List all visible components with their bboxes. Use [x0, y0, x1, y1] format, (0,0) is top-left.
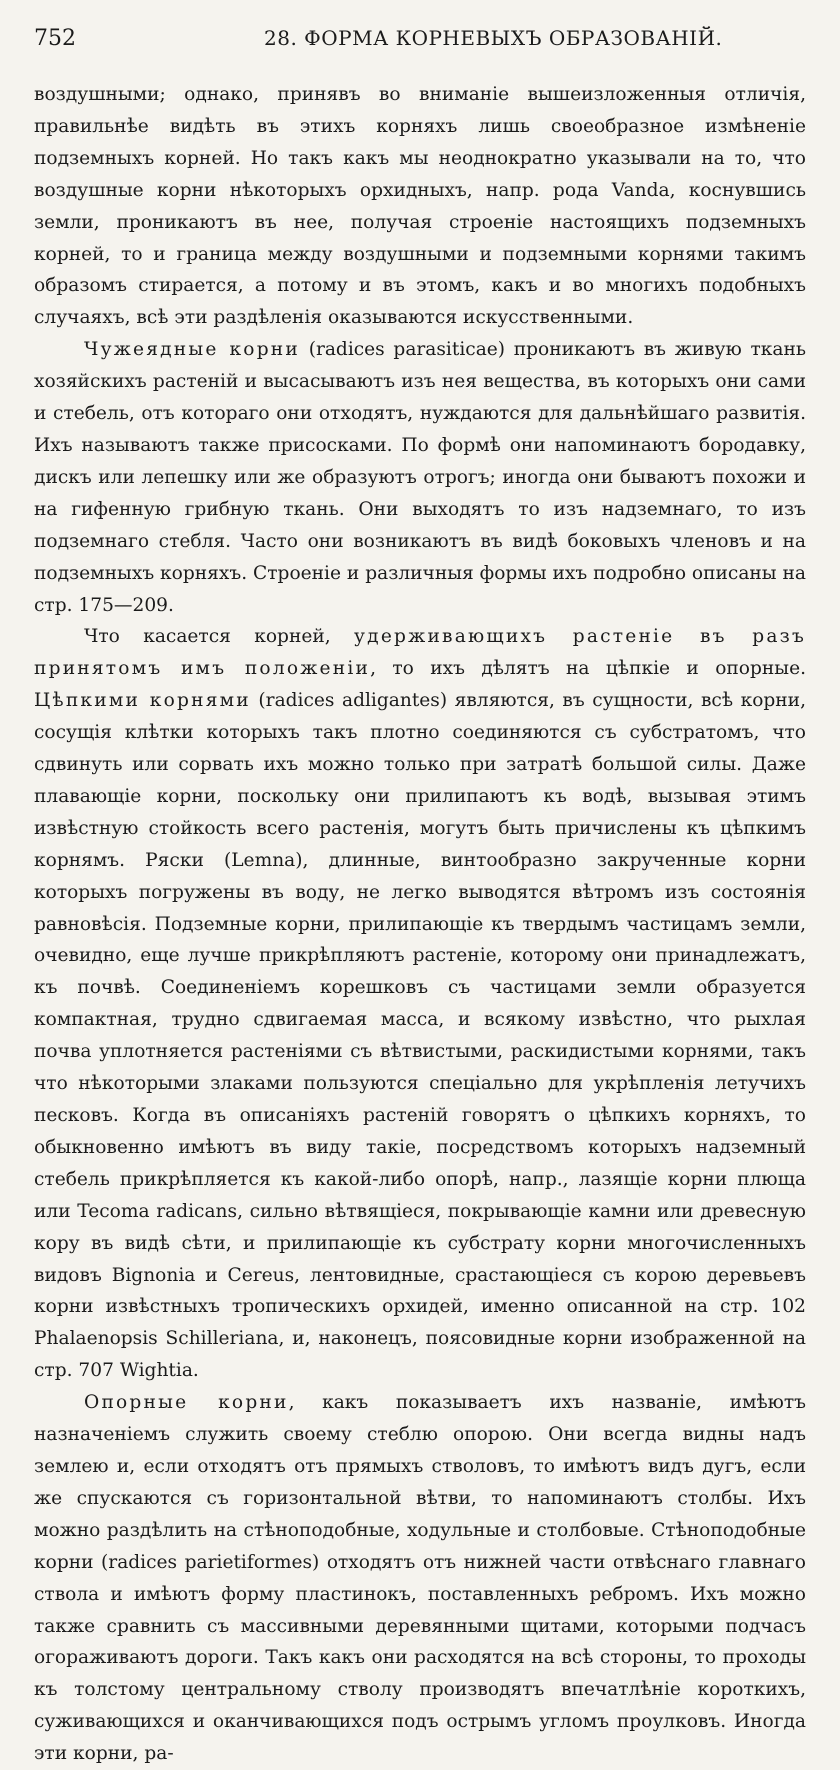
running-title: 28. ФОРМА КОРНЕВЫХЪ ОБРАЗОВАНІЙ. — [264, 26, 723, 50]
term-clinging-roots: Цѣпкими корнями — [34, 690, 251, 712]
paragraph-4 — [34, 1387, 806, 1770]
body-text — [34, 79, 806, 1770]
term-support-roots: Опорные корни — [84, 1392, 289, 1414]
term-holding-roots: удерживающихъ растеніе въ разъ принятомъ имъ положеніи — [34, 626, 806, 680]
paragraph-mid: , то ихъ дѣлятъ на цѣпкіе и опорные. — [370, 658, 806, 680]
page-number: 752 — [34, 26, 76, 51]
paragraph-prefix: Что касается корней, — [84, 626, 355, 648]
paragraph-1 — [34, 79, 806, 334]
paragraph-2 — [34, 334, 806, 621]
paragraph-text: воздушными; однако, принявъ во вниманіе вышеизложенныя отличія, правильнѣе видѣть въ этихъ корняхъ лишь своеобразное измѣненіе подземныхъ корней. Но такъ какъ мы неоднократно указывали на то, что воздушные корни нѣкоторыхъ орхидныхъ, напр. рода Vanda, коснувшись земли, проникаютъ въ нее, получая строеніе настоящихъ подземныхъ корней, то и граница между воздушными и подземными корнями такимъ образомъ стирается, а потому и въ этомъ, какъ и во многихъ подобныхъ случаяхъ, всѣ эти раздѣленія оказываются искусственными. — [34, 84, 806, 329]
paragraph-text: (radices adligantes) являются, въ сущности, всѣ корни, сосущія клѣтки которыхъ такъ плотно соединяются съ субстратомъ, что сдвинуть или сорвать ихъ можно только при затратѣ большой силы. Даже плавающіе корни, поскольку они прилипаютъ къ водѣ, вызывая этимъ извѣстную стойкость всего растенія, могутъ быть причислены къ цѣпкимъ корнямъ. Ряски (Lemna), длинные, винтообразно закрученные корни которыхъ погружены въ воду, не легко выводятся вѣтромъ изъ состоянія равновѣсія. Подземные корни, прилипающіе къ твердымъ частицамъ земли, очевидно, еще лучше прикрѣпляютъ растеніе, которому они принадлежатъ, къ почвѣ. Соединеніемъ корешковъ съ частицами земли образуется компактная, трудно сдвигаемая масса, и всякому извѣстно, что рыхлая почва уплотняется растеніями съ вѣтвистыми, раскидистыми корнями, такъ что нѣкоторыми злаками пользуются спеціально для укрѣпленія летучихъ песковъ. Когда въ описаніяхъ растеній говорятъ о цѣпкихъ корняхъ, то обыкновенно имѣютъ въ виду такіе, посредствомъ которыхъ надземный стебель прикрѣпляется къ какой-либо опорѣ, напр., лазящіе корни плюща или Tecoma radicans, сильно вѣтвящіеся, покрывающіе камни или древесную кору въ видѣ сѣти, и прилипающіе къ субстрату корни многочисленныхъ видовъ Bignonia и Cereus, лентовидные, срастающіеся съ корою деревьевъ корни извѣстныхъ тропическихъ орхидей, именно описанной на стр. 102 Phalaenopsis Schilleriana, и, наконецъ, поясовидные корни изображенной на стр. 707 Wightia. — [34, 690, 806, 1382]
paragraph-text: (radices parasiticae) проникаютъ въ живую ткань хозяйскихъ растеній и высасываютъ изъ нея вещества, въ которыхъ они сами и стебель, отъ котораго они отходятъ, нуждаются для дальнѣйшаго развитія. Ихъ называютъ также присосками. По формѣ они напоминаютъ бородавку, дискъ или лепешку или же образуютъ отрогъ; иногда они бываютъ похожи и на гифенную грибную ткань. Они выходятъ то изъ надземнаго, то изъ подземнаго стебля. Часто они возникаютъ въ видѣ боковыхъ членовъ и на подземныхъ корняхъ. Строеніе и различныя формы ихъ подробно описаны на стр. 175—209. — [34, 339, 806, 616]
paragraph-text: , какъ показываетъ ихъ названіе, имѣютъ назначеніемъ служить своему стеблю опорою. Они всегда видны надъ землею и, если отходятъ отъ прямыхъ стволовъ, то имѣютъ видъ дугъ, если же спускаются съ горизонтальной вѣтви, то напоминаютъ столбы. Ихъ можно раздѣлить на стѣноподобные, ходульные и столбовые. Стѣноподобные корни (radices parietiformes) отходятъ отъ нижней части отвѣснаго главнаго ствола и имѣютъ форму пластинокъ, поставленныхъ ребромъ. Ихъ можно также сравнить съ массивными деревянными щитами, которыми подчасъ огораживаютъ дороги. Такъ какъ они расходятся на всѣ стороны, то проходы къ толстому центральному стволу производятъ впечатлѣніе короткихъ, суживающихся и оканчивающихся подъ острымъ угломъ проулковъ. Иногда эти корни, ра- — [34, 1392, 806, 1765]
paragraph-3 — [34, 621, 806, 1387]
term-parasitic-roots: Чужеядные корни — [84, 339, 300, 361]
page-header — [34, 26, 806, 51]
